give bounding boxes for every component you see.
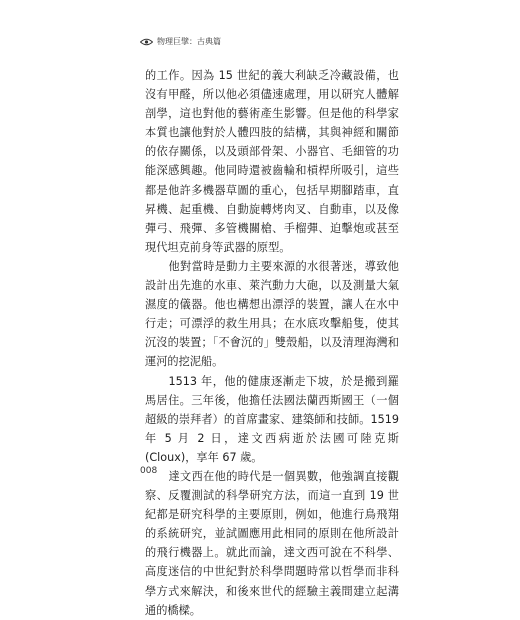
eye-ornament-icon (140, 38, 153, 46)
paragraph-continued: 的工作。因為 15 世紀的義大利缺乏冷藏設備，也沒有甲醛，所以他必須儘速處理，用以研究人體解剖學，這也對他的藝術產生影響。但是他的科學家本質也讓他對於人體四肢的結構，其與神經和關節的依存關係，以及頭部骨架、小器官、毛細管的功能深感興趣。他同時還被齒輪和槓桿所吸引，這些都是他許多機器草圖的重心，包括早期腳踏車，直昇機、起重機、自動旋轉烤肉叉、自動車，以及像彈弓、飛彈、多管機關槍、手榴彈、迫擊炮或甚至現代坦克前身等武器的原型。 (145, 69, 399, 254)
page-number: 008 (140, 466, 158, 476)
paragraph: 達文西在他的時代是一個異數，他強調直接觀察、反覆測試的科學研究方法，而這一直到 19 世紀都是研究科學的主要原則，例如，他進行鳥飛翔的系統研究，並試圖應用此相同的原則在他所設計的飛行機器上。就此而論，達文西可說在不科學、高度迷信的中世紀對於科學問題時常以哲學而非科學方式來解決，和後來世代的經驗主義間建立起溝通的橋樑。 (145, 469, 399, 617)
body-text (145, 66, 399, 620)
header-title: 物理巨擘：古典篇 (157, 37, 221, 46)
paragraph: 他對當時是動力主要來源的水很著迷，導致他設計出先進的水車、萊汽動力大砲，以及測量大氣濕度的儀器。他也構想出漂浮的裝置，讓人在水中行走；可漂浮的救生用具；在水底攻擊船隻，使其沉沒的裝置；「不會沉的」雙殼船，以及清理海灣和運河的挖泥船。 (145, 259, 399, 369)
paragraph: 1513 年，他的健康逐漸走下坡，於是搬到羅馬居住。三年後，他擔任法國法蘭西斯國王（一個超級的崇拜者）的首席畫家、建築師和技師。1519 年 5 月 2 日，達文西病逝於法國可陸克斯(Cloux)，享年 67 歲。 (145, 374, 399, 464)
running-header (140, 36, 221, 47)
